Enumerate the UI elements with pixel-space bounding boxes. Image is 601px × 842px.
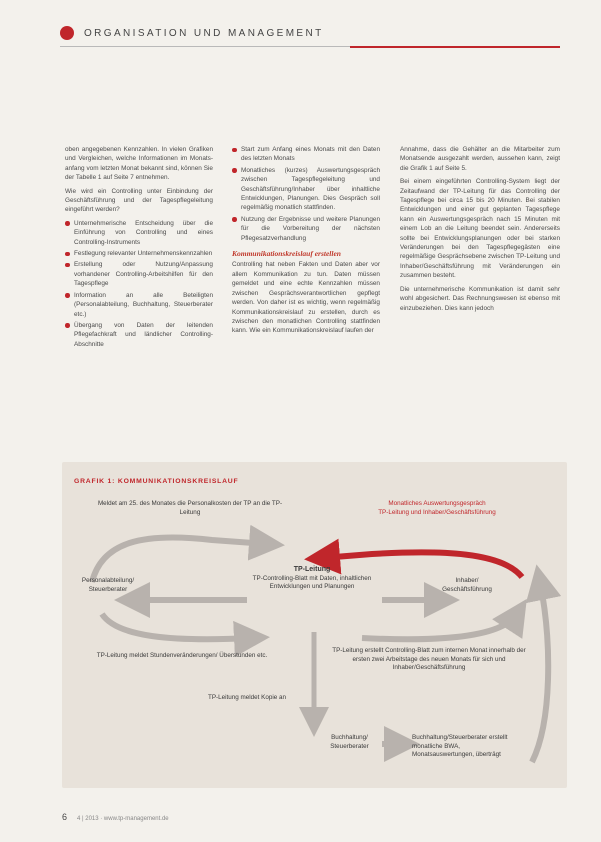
paragraph: Bei einem eingeführten Controlling-System liegt der Zeitaufwand der TP-Leitung für das Controlling der Tagespflege bei circa 15 bis 20 Minuten. Bei stabilen Entwicklungen und einer gut geplanten Tagespflege kann ein Auswertungsgespräch nach 15 Minuten mit einem Lob an die Leitung beendet sein. Andererseits sollte bei Entwicklungsplanungen oder bei starken Veränderungen bei den Tagespflegegästen eine regelmäßige Gesprächsebene zwischen TP-Leitung und Inhaber/Geschäftsführung mit Veränderungen ein zusammen besteht. <box>400 178 560 280</box>
list-item: Erstellung oder Nutzung/Anpassung vorhandener Controlling-Arbeitshilfen für den Tagespflege <box>65 260 213 288</box>
paragraph: Controlling hat neben Fakten und Daten aber vor allem Kommunikation zu tun. Daten müssen gemeldet und eine echte Kennzahlen müssen zwischen Gesprächsverantwortlichen gepflegt werden. Von daher ist es wichtig, wenn regelmäßig Kommunikationskreislauf zu erstellen, durch es zwischen den monatlichen Controlling stattfinden kann. Wie ein Kommunikationskreislauf laufen der <box>232 261 380 335</box>
list-item: Start zum Anfang eines Monats mit den Daten des letzten Monats <box>232 145 380 164</box>
arrow-bottom-right <box>362 614 517 639</box>
list-item: Übergang von Daten der leitenden Pflegefachkraft und ländlicher Controlling-Abschnitte <box>65 321 213 349</box>
list-item: Monatliches (kurzes) Auswertungsgespräch zwischen Tagespflegeleitung und Geschäftsführung/Inhaber über inhaltliche Entwicklungen, Planungen. Dies Gespräch soll regelmäßig monatlich stattfinden. <box>232 166 380 213</box>
box-bwa: Buchhaltung/Steuerberater erstellt monatliche BWA, Monatsauswertungen, überträgt <box>412 734 508 759</box>
node-owner: Inhaber/ Geschäftsführung <box>442 577 492 593</box>
list-item: Information an alle Beteiligten (Personalabteilung, Buchhaltung, Steuerberater etc.) <box>65 291 213 319</box>
arrow-bottom-left <box>102 614 252 639</box>
arrow-right-up <box>532 582 548 762</box>
footer-text: 4 | 2013 · www.tp-management.de <box>77 816 169 822</box>
node-personnel: Personalabteilung/ Steuerberater <box>81 577 135 593</box>
node-tp-leitung: TP-Leitung TP-Controlling-Blatt mit Daten, inhaltlichen Entwicklungen und Planungen <box>252 566 372 591</box>
text-column-1 <box>65 145 213 351</box>
top-left-caption: Meldet am 25. des Monates die Personalkosten der TP an die TP-Leitung <box>97 500 283 516</box>
section-title: ORGANISATION UND MANAGEMENT <box>84 27 324 39</box>
bottom-center-caption: TP-Leitung meldet Kopie an <box>207 694 287 701</box>
bullet-list <box>65 219 213 349</box>
top-right-caption: Monatliches Auswertungsgespräch TP-Leitung und Inhaber/Geschäftsführung <box>378 500 496 516</box>
list-item: Festlegung relevanter Unternehmenskennzahlen <box>65 249 213 258</box>
page-footer <box>62 812 169 822</box>
header-rule <box>60 46 350 47</box>
bottom-right-caption: TP-Leitung erstellt Controlling-Blatt zum internen Monat innerhalb der ersten zwei Arbeitstage des neuen Monats für sich und Inhaber/Geschäftsführung <box>332 647 526 672</box>
graphic-title: GRAFIK 1: KOMMUNIKATIONSKREISLAUF <box>74 478 239 485</box>
text-column-2 <box>232 145 380 340</box>
section-heading: Kommunikationskreislauf erstellen <box>232 249 341 259</box>
page-number: 6 <box>62 812 68 822</box>
paragraph: Die unternehmerische Kommunikation ist damit sehr wohl abgesichert. Das Rechnungswesen ist ebenso mit einzubeziehen. Dies kann jedoch <box>400 285 560 312</box>
text-column-3 <box>400 145 560 317</box>
list-item: Unternehmerische Entscheidung über die Einführung von Controlling und eines Controlling-Instruments <box>65 219 213 247</box>
paragraph: oben angegebenen Kennzahlen. In vielen Grafiken und Vergleichen, welche Informationen im Monats- anfang vom letzten Monat bekannt sind, können Sie der Tabelle 1 auf Seite 7 entnehmen. <box>65 146 213 182</box>
page-header <box>60 26 324 40</box>
header-rule-accent <box>350 46 560 48</box>
paragraph: Annahme, dass die Gehälter an die Mitarbeiter zum Monatsende ausgezahlt werden, aussehen kann, zeigt die Grafik 1 auf Seite 5. <box>400 146 560 172</box>
paragraph: Wie wird ein Controlling unter Einbindung der Geschäftsführung und der Tagespflegeleitung eingeführt werden? <box>65 187 213 214</box>
communication-cycle-graphic <box>62 462 567 788</box>
box-bookkeeping: Buchhaltung/ Steuerberater <box>330 734 369 750</box>
bullet-list <box>232 145 380 243</box>
list-item: Nutzung der Ergebnisse und weitere Planungen für die Vorbereitung der nächsten Pflegesatzverhandlung <box>232 215 380 243</box>
section-dot-icon <box>60 26 74 40</box>
bottom-left-caption: TP-Leitung meldet Stundenveränderungen/ Überstunden etc. <box>96 652 268 659</box>
